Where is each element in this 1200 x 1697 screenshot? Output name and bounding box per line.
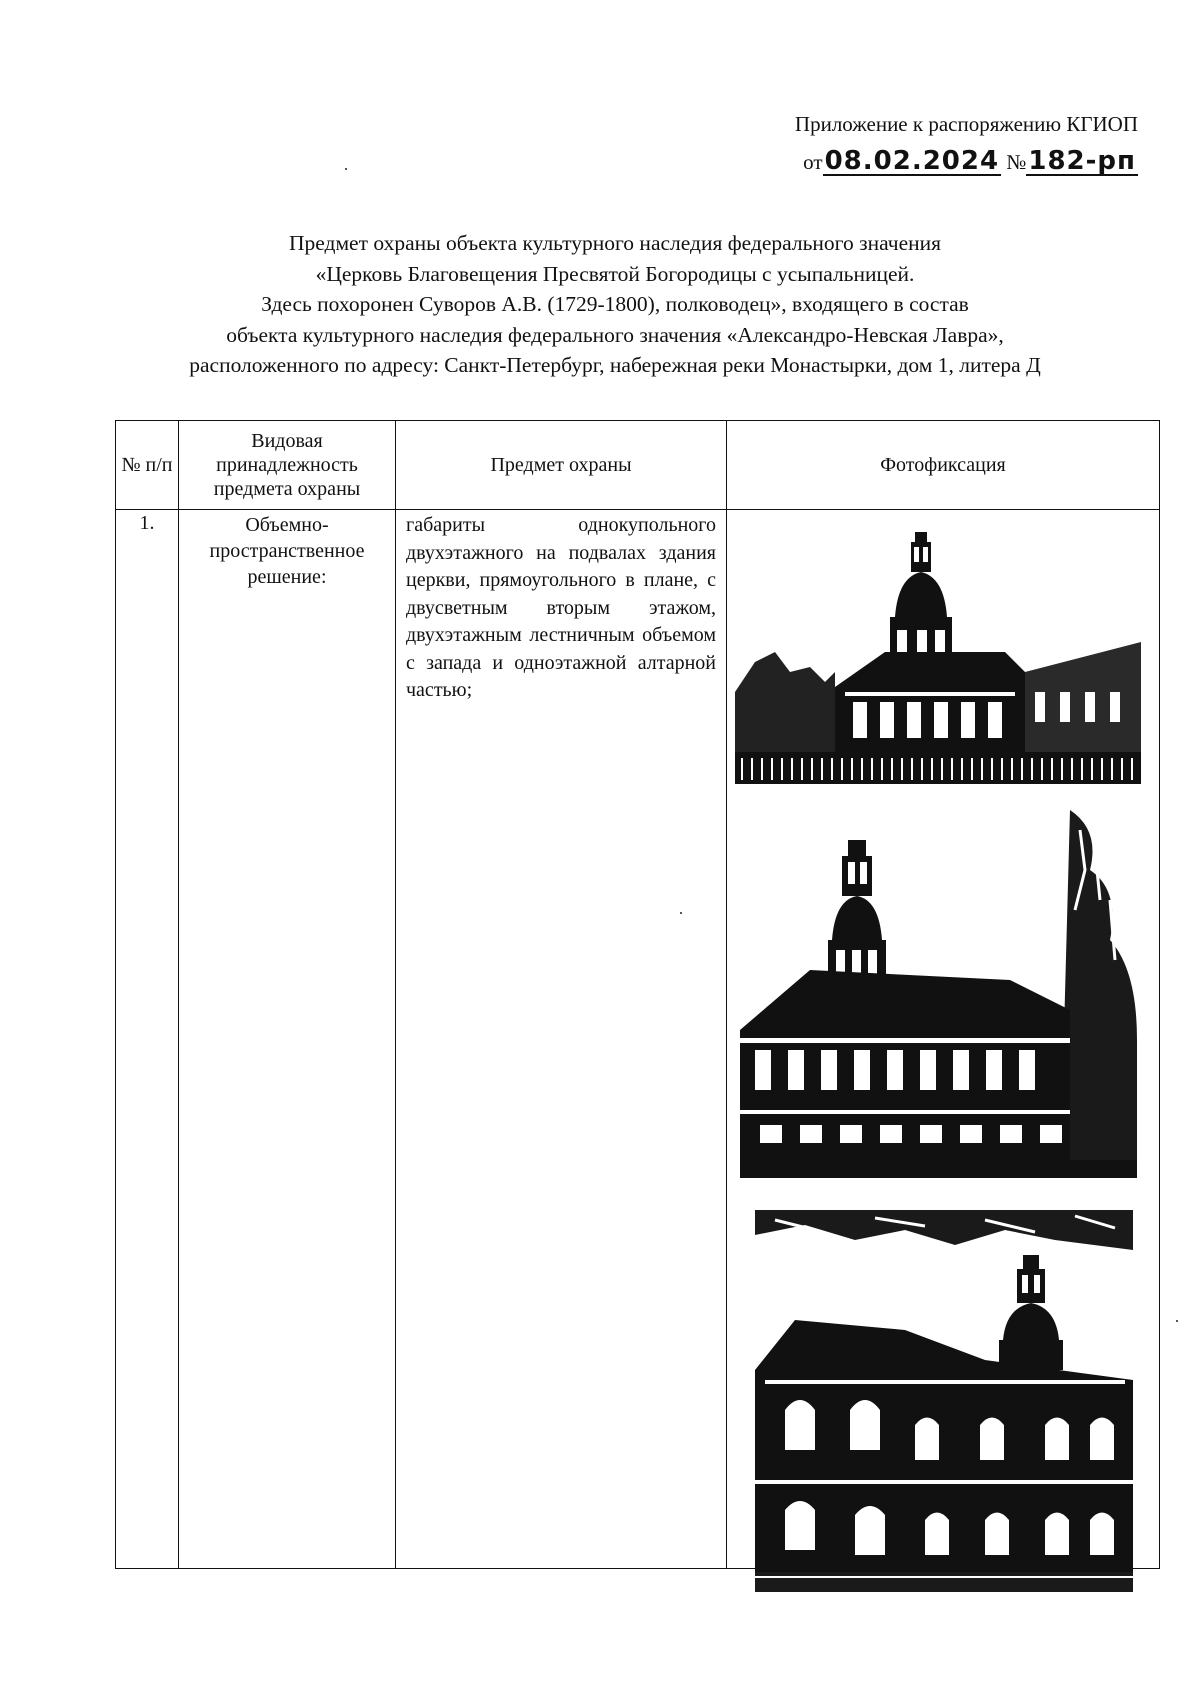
title-line-5: расположенного по адресу: Санкт-Петербург, набережная реки Монастырки, дом 1, литера Д xyxy=(189,353,1041,377)
header-num: № п/п xyxy=(116,421,179,510)
order-date: 08.02.2024 xyxy=(824,146,1000,176)
date-prefix: от xyxy=(803,150,823,174)
header-photo: Фотофиксация xyxy=(727,421,1160,510)
header-subject: Предмет охраны xyxy=(396,421,727,510)
church-photo-2 xyxy=(740,810,1137,1178)
document-title xyxy=(110,228,1120,381)
scan-speck xyxy=(1176,1320,1178,1322)
table-header-row xyxy=(116,421,1160,510)
church-photo-1 xyxy=(735,522,1141,784)
order-number: 182-рп xyxy=(1028,146,1136,176)
title-line-1: Предмет охраны объекта культурного наследия федерального значения xyxy=(288,231,942,255)
row-subject: габариты однокупольного двухэтажного на подвалах здания церкви, прямоугольного в плане, с двусветным вторым этажом, двухэтажным лестничным объемом с запада и одноэтажной алтарной частью; xyxy=(396,510,727,1569)
church-photo-3 xyxy=(755,1210,1133,1592)
appendix-header xyxy=(795,110,1138,176)
title-line-4: объекта культурного наследия федерального значения «Александро-Невская Лавра», xyxy=(226,322,1004,347)
header-kind: Видовая принадлежность предмета охраны xyxy=(179,421,396,510)
appendix-line: Приложение к распоряжению КГИОП xyxy=(794,112,1138,136)
row-kind: Объемно-пространственное решение: xyxy=(179,510,396,1569)
title-line-2: «Церковь Благовещения Пресвятой Богородицы с усыпальницей. xyxy=(315,261,915,286)
scan-speck xyxy=(680,912,682,914)
title-line-3: Здесь похоронен Суворов А.В. (1729-1800), полководец», входящего в состав xyxy=(261,292,969,316)
scan-speck xyxy=(345,168,347,170)
row-num: 1. xyxy=(116,510,179,1569)
number-prefix: № xyxy=(1006,150,1027,174)
order-date-line xyxy=(795,148,1138,176)
